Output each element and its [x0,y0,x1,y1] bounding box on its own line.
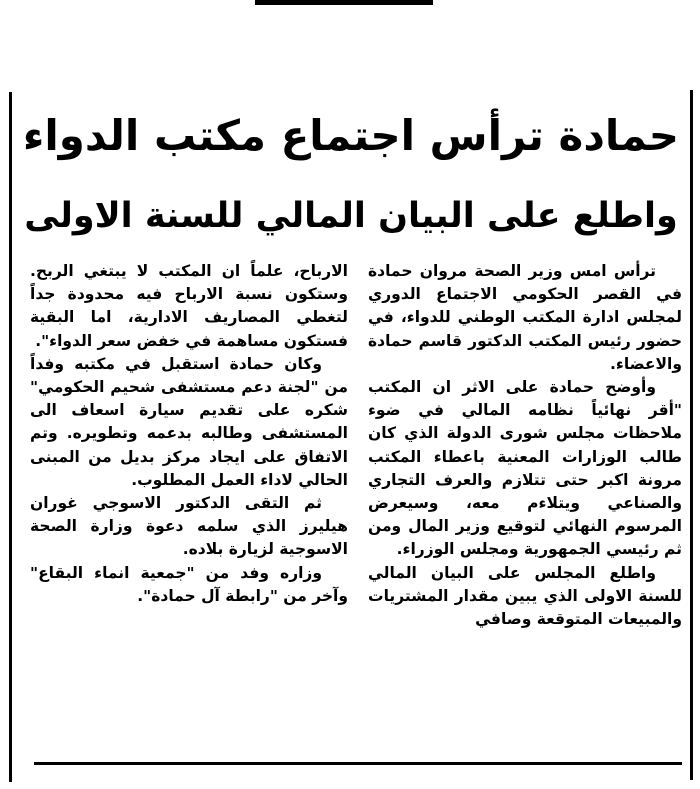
frame-right-border [690,90,693,780]
frame-left-border [9,92,12,782]
paragraph: واطلع المجلس على البيان المالي للسنة الاولى الذي يبين مقدار المشتريات والمبيعات المتوقعة وصافي [368,563,682,629]
headline [20,96,682,256]
paragraph: وأوضح حمادة على الاثر ان المكتب "أقر نهائياً نظامه المالي في ضوء ملاحظات مجلس شورى الدولة الذي كان طالب الوزارات المعنية باعطاء المكتب مرونة اكبر حتى تتلازم والعرف التجاري والصناعي ويتلاءم معه، وسيعرض المرسوم النهائي لتوقيع وزير المال ومن ثم رئيسي الجمهورية ومجلس الوزراء. [368,378,682,559]
paragraph: ثم التقى الدكتور الاسوجي غوران هيليرز الذي سلمه دعوة وزارة الصحة الاسوجية لزيارة بلاده. [30,494,348,559]
paragraph: وكان حمادة استقبل في مكتبه وفداً من "لجنة دعم مستشفى شحيم الحكومي" شكره على تقديم سيارة اسعاف الى المستشفى وطالبه بدعمه وتطويره. وتم الاتفاق على ايجاد مركز بديل من المبنى الحالي لاداء العمل المطلوب. [30,354,348,489]
top-rule [255,0,433,5]
paragraph: الارباح، علماً ان المكتب لا يبتغي الربح. وستكون نسبة الارباح فيه محدودة جداً لتغطي المصاريف الادارية، اما البقية فستكون مساهمة في خفض سعر الدواء". [30,262,348,350]
bottom-rule [34,762,682,765]
paragraph: وزاره وفد من "جمعية انماء البقاع" وآخر من "رابطة آل حمادة". [30,563,348,605]
headline-line-2: واطلع على البيان المالي للسنة الاولى [24,196,678,236]
article-column-left [30,260,348,608]
paragraph: ترأس امس وزير الصحة مروان حمادة في القصر الحكومي الاجتماع الدوري لمجلس ادارة المكتب الوطني للدواء، في حضور رئيس المكتب الدكتور قاسم حمادة والاعضاء. [368,262,682,373]
headline-line-1: حمادة ترأس اجتماع مكتب الدواء [22,111,680,160]
article-column-right [368,260,682,631]
